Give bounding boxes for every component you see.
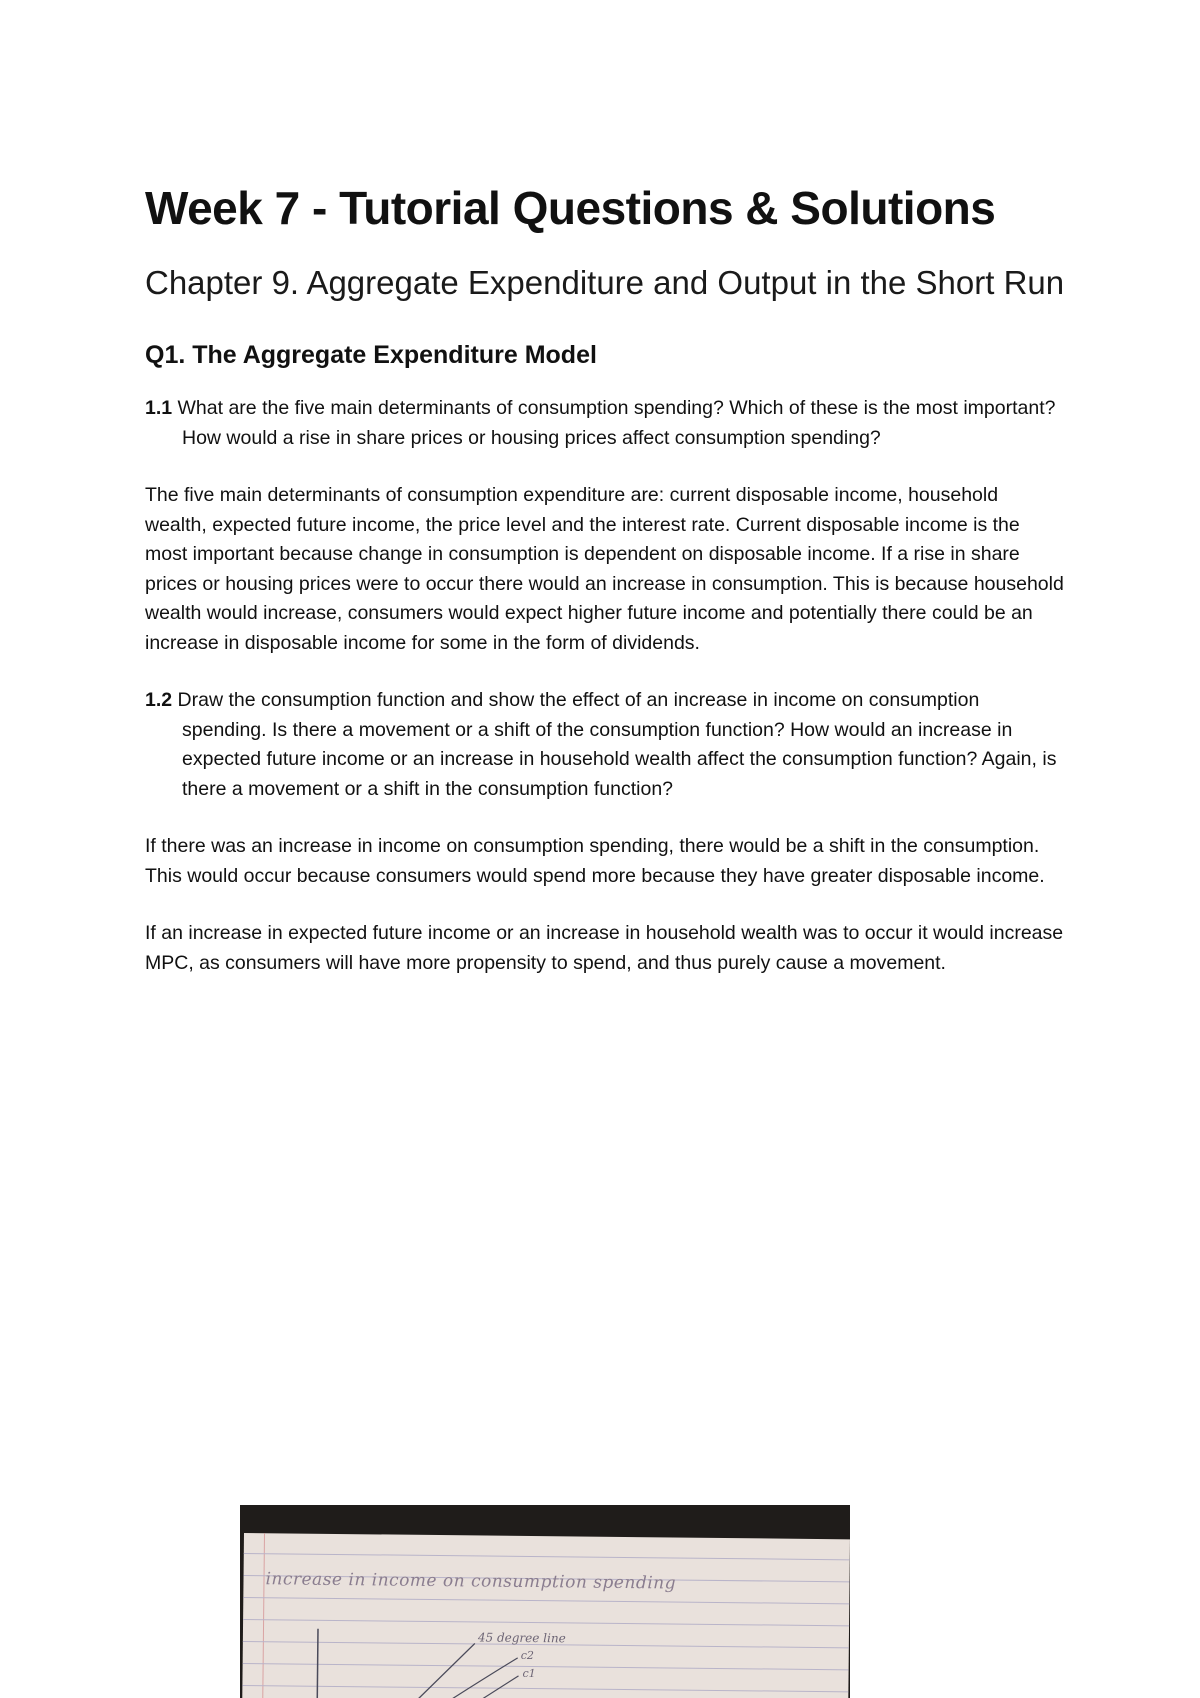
handwritten-c1-label: c1 xyxy=(522,1666,536,1681)
section-heading: Q1. The Aggregate Expenditure Model xyxy=(145,341,597,369)
degree-line-stroke xyxy=(392,1643,475,1698)
handwritten-sketch xyxy=(242,1533,850,1698)
question-text: Draw the consumption function and show the effect of an increase in income on consumption spending. Is there a movement or a shift of the consumption function? How would an increase in expected future income or an increase in household wealth affect the consumption function? Again, is there a movement or a shift in the consumption function? xyxy=(177,689,1057,800)
c1-stroke xyxy=(442,1675,519,1698)
notebook-paper xyxy=(242,1533,850,1698)
question-1-1 xyxy=(145,394,1065,453)
question-text: What are the five main determinants of consumption spending? Which of these is the most important? How would a rise in share prices or housing prices affect consumption spending? xyxy=(177,397,1056,449)
handwritten-line-label: 45 degree line xyxy=(477,1630,566,1646)
handwritten-graph-photo xyxy=(240,1505,850,1698)
answer-1-2-part-2: If an increase in expected future income or an increase in household wealth was to occur it would increase MPC, as consumers will have more propensity to spend, and thus purely cause a movement. xyxy=(145,922,1064,974)
y-axis-stroke xyxy=(317,1629,318,1698)
handwritten-title: increase in income on consumption spending xyxy=(265,1569,677,1594)
question-number: 1.2 xyxy=(145,689,173,711)
answer-1-1: The five main determinants of consumption expenditure are: current disposable income, household wealth, expected future income, the price level and the interest rate. Current disposable income is the most important because change in consumption is dependent on disposable income. If a rise in share prices or housing prices were to occur there would an increase in consumption. This is because household wealth would increase, consumers would expect higher future income and potentially there could be an increase in disposable income for some in the form of dividends. xyxy=(145,484,1064,654)
question-number: 1.1 xyxy=(145,397,173,419)
question-1-2 xyxy=(145,686,1065,804)
c2-stroke xyxy=(412,1657,518,1698)
chapter-heading: Chapter 9. Aggregate Expenditure and Output in the Short Run xyxy=(145,264,1065,301)
document-title: Week 7 - Tutorial Questions & Solutions xyxy=(145,182,996,234)
document-content xyxy=(145,180,1065,978)
handwritten-c2-label: c2 xyxy=(520,1648,534,1663)
answer-1-2-part-1: If there was an increase in income on consumption spending, there would be a shift in the consumption. This would occur because consumers would spend more because they have greater disposable income. xyxy=(145,835,1045,887)
